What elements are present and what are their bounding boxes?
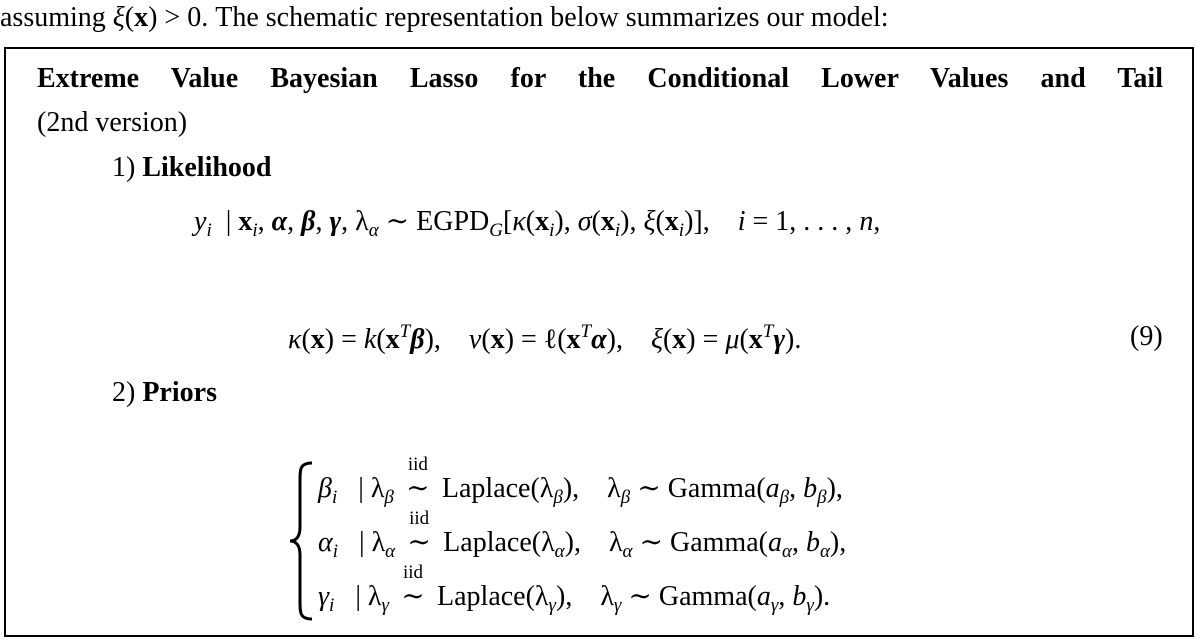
intro-text: assuming ξ(x) > 0. The schematic representation below summarizes our model:: [0, 2, 889, 33]
link-functions-equation: $\kappa(x) = k(x^T\beta)$, $\nu(x) = \ell(x^T\alpha)$, $\xi(x) = \mu(x^T\gamma)$.: [288, 321, 802, 355]
model-box: [4, 47, 1194, 637]
intro-after: . The schematic representation below summarizes our model:: [201, 2, 889, 33]
section-priors: 2) Priors: [112, 377, 217, 408]
prior-row-beta: $\beta_i$ | $\lambda_\beta$ iid ∼ $Laplace(\lambda_\beta)$, $\lambda_\beta$ ∼ $Gamma(a_\beta$, $b_\beta$),: [318, 454, 843, 508]
section-likelihood: 1) Likelihood: [112, 152, 272, 183]
prior-row-gamma: $\gamma_i$ | $\lambda_\gamma$ iid ∼ $Laplace(\lambda_\gamma)$, $\lambda_\gamma$ ∼ $Gamma(a_\gamma$, $b_\gamma$).: [318, 562, 831, 616]
prior-row-alpha: $\alpha_i$ | $\lambda_\alpha$ iid ∼ $Laplace(\lambda_\alpha)$, $\lambda_\alpha$ ∼ $Gamma(a_\alpha$, $b_\alpha$),: [318, 508, 847, 562]
intro-before: assuming: [0, 2, 106, 33]
intro-condition: ξ: [112, 2, 125, 33]
model-version: (2nd version): [37, 107, 188, 138]
equation-number: (9): [1130, 321, 1163, 352]
model-title: Extreme Value Bayesian Lasso for the Conditional Lower Values and Tail: [37, 63, 1163, 94]
likelihood-equation: $y_i$ | $x_i$, α, β, γ, $\lambda_\alpha$ ∼ $EGPD_G[\kappa(x_i)$, $\sigma(x_i)$, $\xi(x_i)$], i = 1, . . . , n,: [194, 206, 881, 241]
left-brace-icon: [288, 461, 314, 621]
